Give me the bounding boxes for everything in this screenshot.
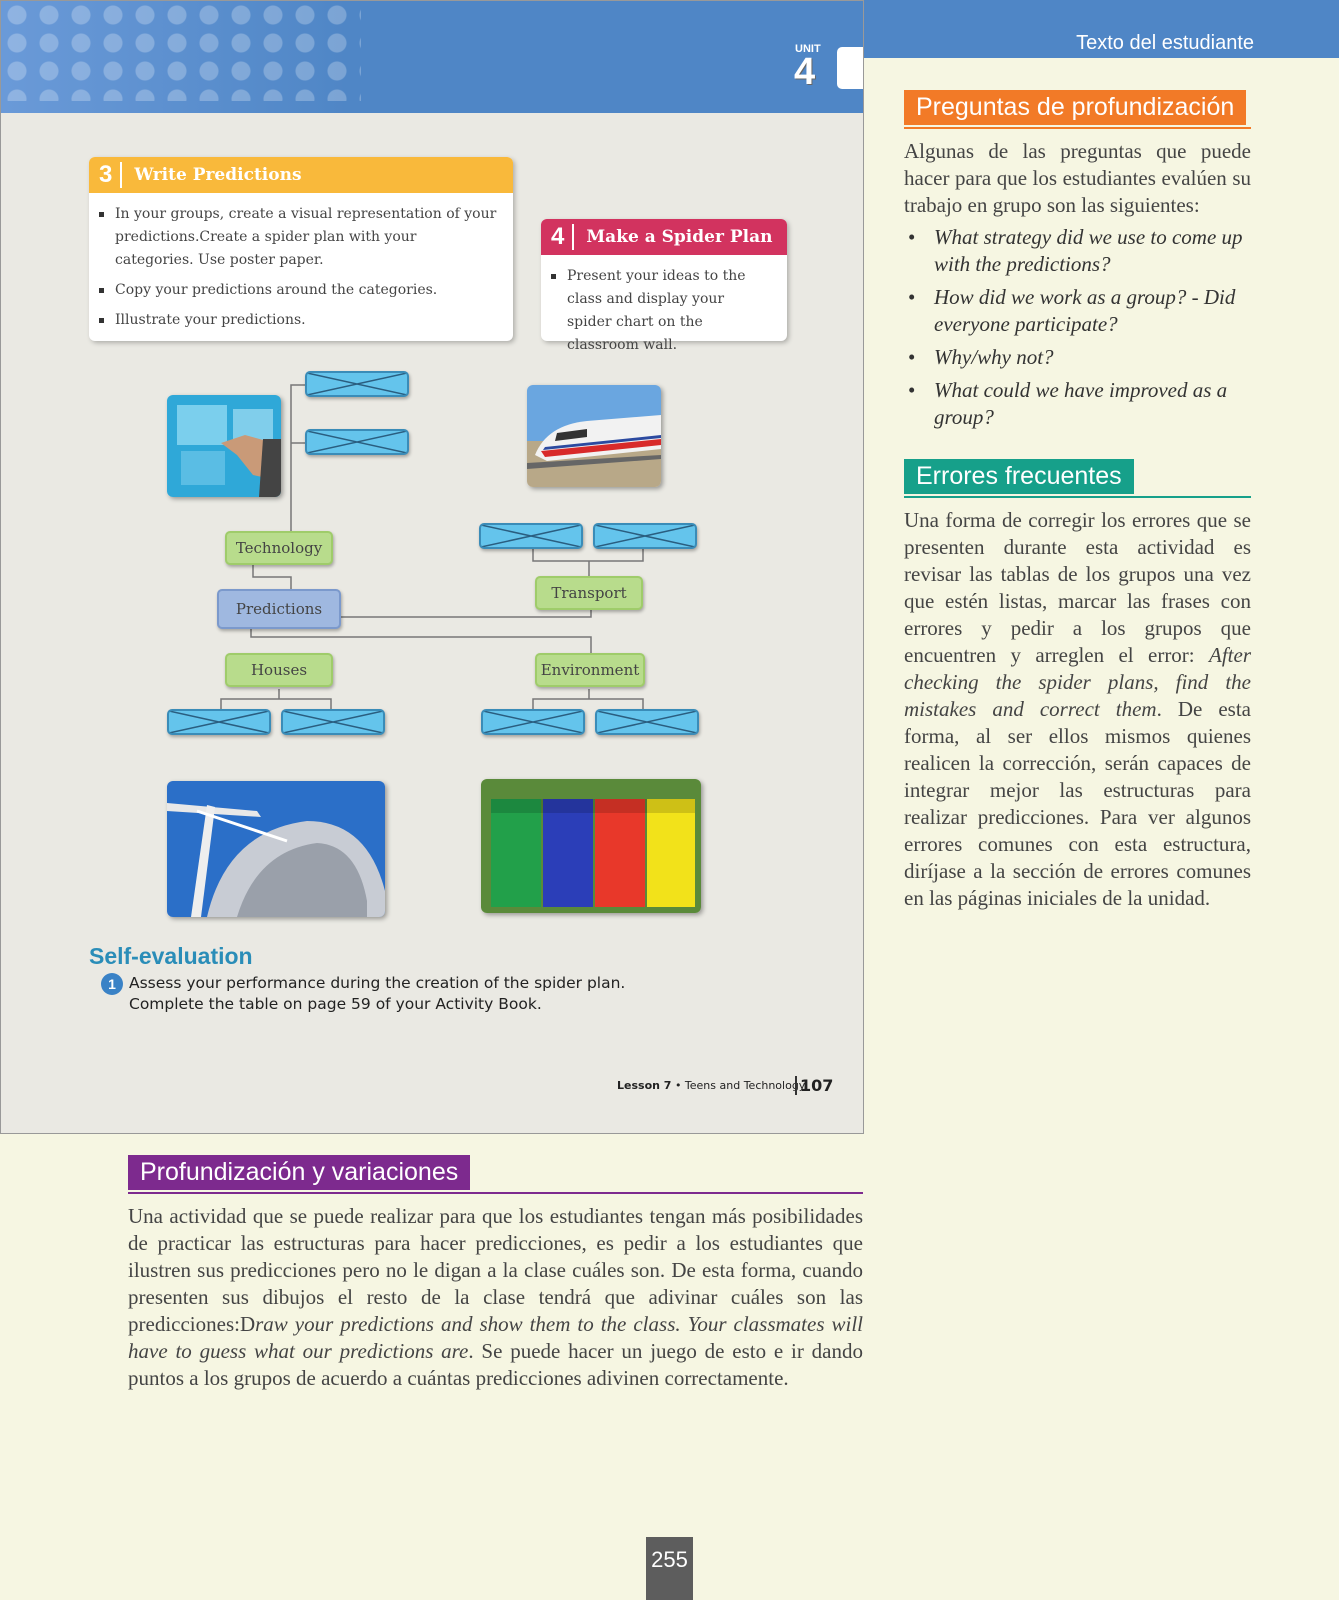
question-item: • What could we have improved as a group? (904, 377, 1251, 431)
preguntas-list (904, 224, 1251, 437)
unit-number: 4 (794, 51, 816, 93)
list-item: Illustrate your predictions. (99, 309, 499, 332)
errores-text-italic: After checking the spider plans, find the mistakes and correct them (904, 643, 1251, 721)
center-node-predictions: Predictions (217, 589, 341, 629)
profundizacion-text (128, 1203, 863, 1392)
preguntas-title: Preguntas de profundización (904, 90, 1246, 125)
houses-futuristic-building-image (167, 781, 385, 917)
profundizacion-text-part: . Se puede hacer un juego de esto e ir dando puntos a los grupos de acuerdo a cuántas predicciones adivinen correctamente. (128, 1339, 863, 1390)
category-technology: Technology (225, 531, 333, 565)
prediction-placeholder-box (281, 709, 385, 735)
prediction-placeholder-box (481, 709, 585, 735)
errores-text (904, 507, 1251, 912)
profundizacion-title: Profundización y variaciones (128, 1155, 470, 1190)
profundizacion-text-part: Una actividad que se puede realizar para que los estudiantes tengan más posibilidades de practicar las estructuras para hacer predicciones, es pedir a los estudiantes que ilustren sus predicciones pero no le digan a la clase cuáles son. De esta forma, cuando presenten sus dibujos el resto de la clase tendrá que adivinar cuáles son las predicciones:D (128, 1204, 863, 1336)
category-environment: Environment (535, 653, 645, 687)
prediction-placeholder-box (593, 523, 697, 549)
activity-3-number: 3 (89, 162, 122, 188)
lesson-footer (617, 1079, 805, 1092)
self-evaluation-line: Complete the table on page 59 of your Activity Book. (129, 995, 542, 1013)
spider-connector-lines (1, 1, 864, 761)
prediction-placeholder-box (305, 429, 409, 455)
errores-title: Errores frecuentes (904, 459, 1134, 494)
category-transport: Transport (535, 576, 643, 610)
student-book-page (0, 0, 864, 1134)
lesson-label: Lesson 7 (617, 1079, 672, 1092)
question-item: • Why/why not? (904, 344, 1251, 371)
unit-label: UNIT (795, 43, 821, 55)
question-item: • What strategy did we use to come up with the predictions? (904, 224, 1251, 278)
page-number: 255 (646, 1537, 693, 1600)
list-item: Copy your predictions around the categories. (99, 279, 499, 302)
self-evaluation-title: Self-evaluation (89, 943, 253, 969)
profundizacion-rule (128, 1192, 863, 1194)
self-evaluation-line: Assess your performance during the creation of the spider plan. (129, 974, 626, 992)
self-evaluation-number: 1 (101, 973, 123, 995)
list-item: In your groups, create a visual representation of your predictions.Create a spider plan with your categories. Use poster paper. (99, 203, 499, 272)
lesson-topic: • Teens and Technology (674, 1079, 806, 1092)
activity-4-title: Make a Spider Plan (586, 227, 773, 247)
transport-train-image (527, 385, 661, 487)
technology-touchscreen-image (167, 395, 281, 497)
errores-text-part: Una forma de corregir los errores que se presenten durante esta actividad es revisar las tablas de los grupos una vez que estén listas, marcar las frases con errores y pedir a los grupos que encuentren y arreglen el error: (904, 508, 1251, 667)
profundizacion-text-italic: raw your predictions and show them to the class. Your classmates will have to guess what our predictions are (128, 1312, 863, 1363)
self-evaluation-text (129, 973, 625, 1015)
book-page-number: 107 (795, 1076, 833, 1095)
environment-recycling-bins-image (481, 779, 701, 913)
errores-rule (904, 496, 1251, 498)
activity-3-title: Write Predictions (134, 165, 302, 185)
preguntas-intro: Algunas de las preguntas que puede hacer para que los estudiantes evalúen su trabajo en grupo son las siguientes: (904, 139, 1251, 217)
list-item: Present your ideas to the class and display your spider chart on the classroom wall. (551, 265, 773, 357)
prediction-placeholder-box (167, 709, 271, 735)
question-item: • How did we work as a group? - Did everyone participate? (904, 284, 1251, 338)
preguntas-rule (904, 127, 1251, 129)
prediction-placeholder-box (479, 523, 583, 549)
banner-title: Texto del estudiante (1076, 32, 1254, 54)
prediction-placeholder-box (305, 371, 409, 397)
prediction-placeholder-box (595, 709, 699, 735)
category-houses: Houses (225, 653, 333, 687)
activity-4-number: 4 (541, 224, 574, 250)
errores-text-part: . De esta forma, al ser ellos mismos quienes realicen la corrección, serán capaces de integrar mejor las estructuras para realizar predicciones. Para ver algunos errores comunes con esta estructura, diríjase a la sección de errores comunes en las páginas iniciales de la unidad. (904, 697, 1251, 910)
